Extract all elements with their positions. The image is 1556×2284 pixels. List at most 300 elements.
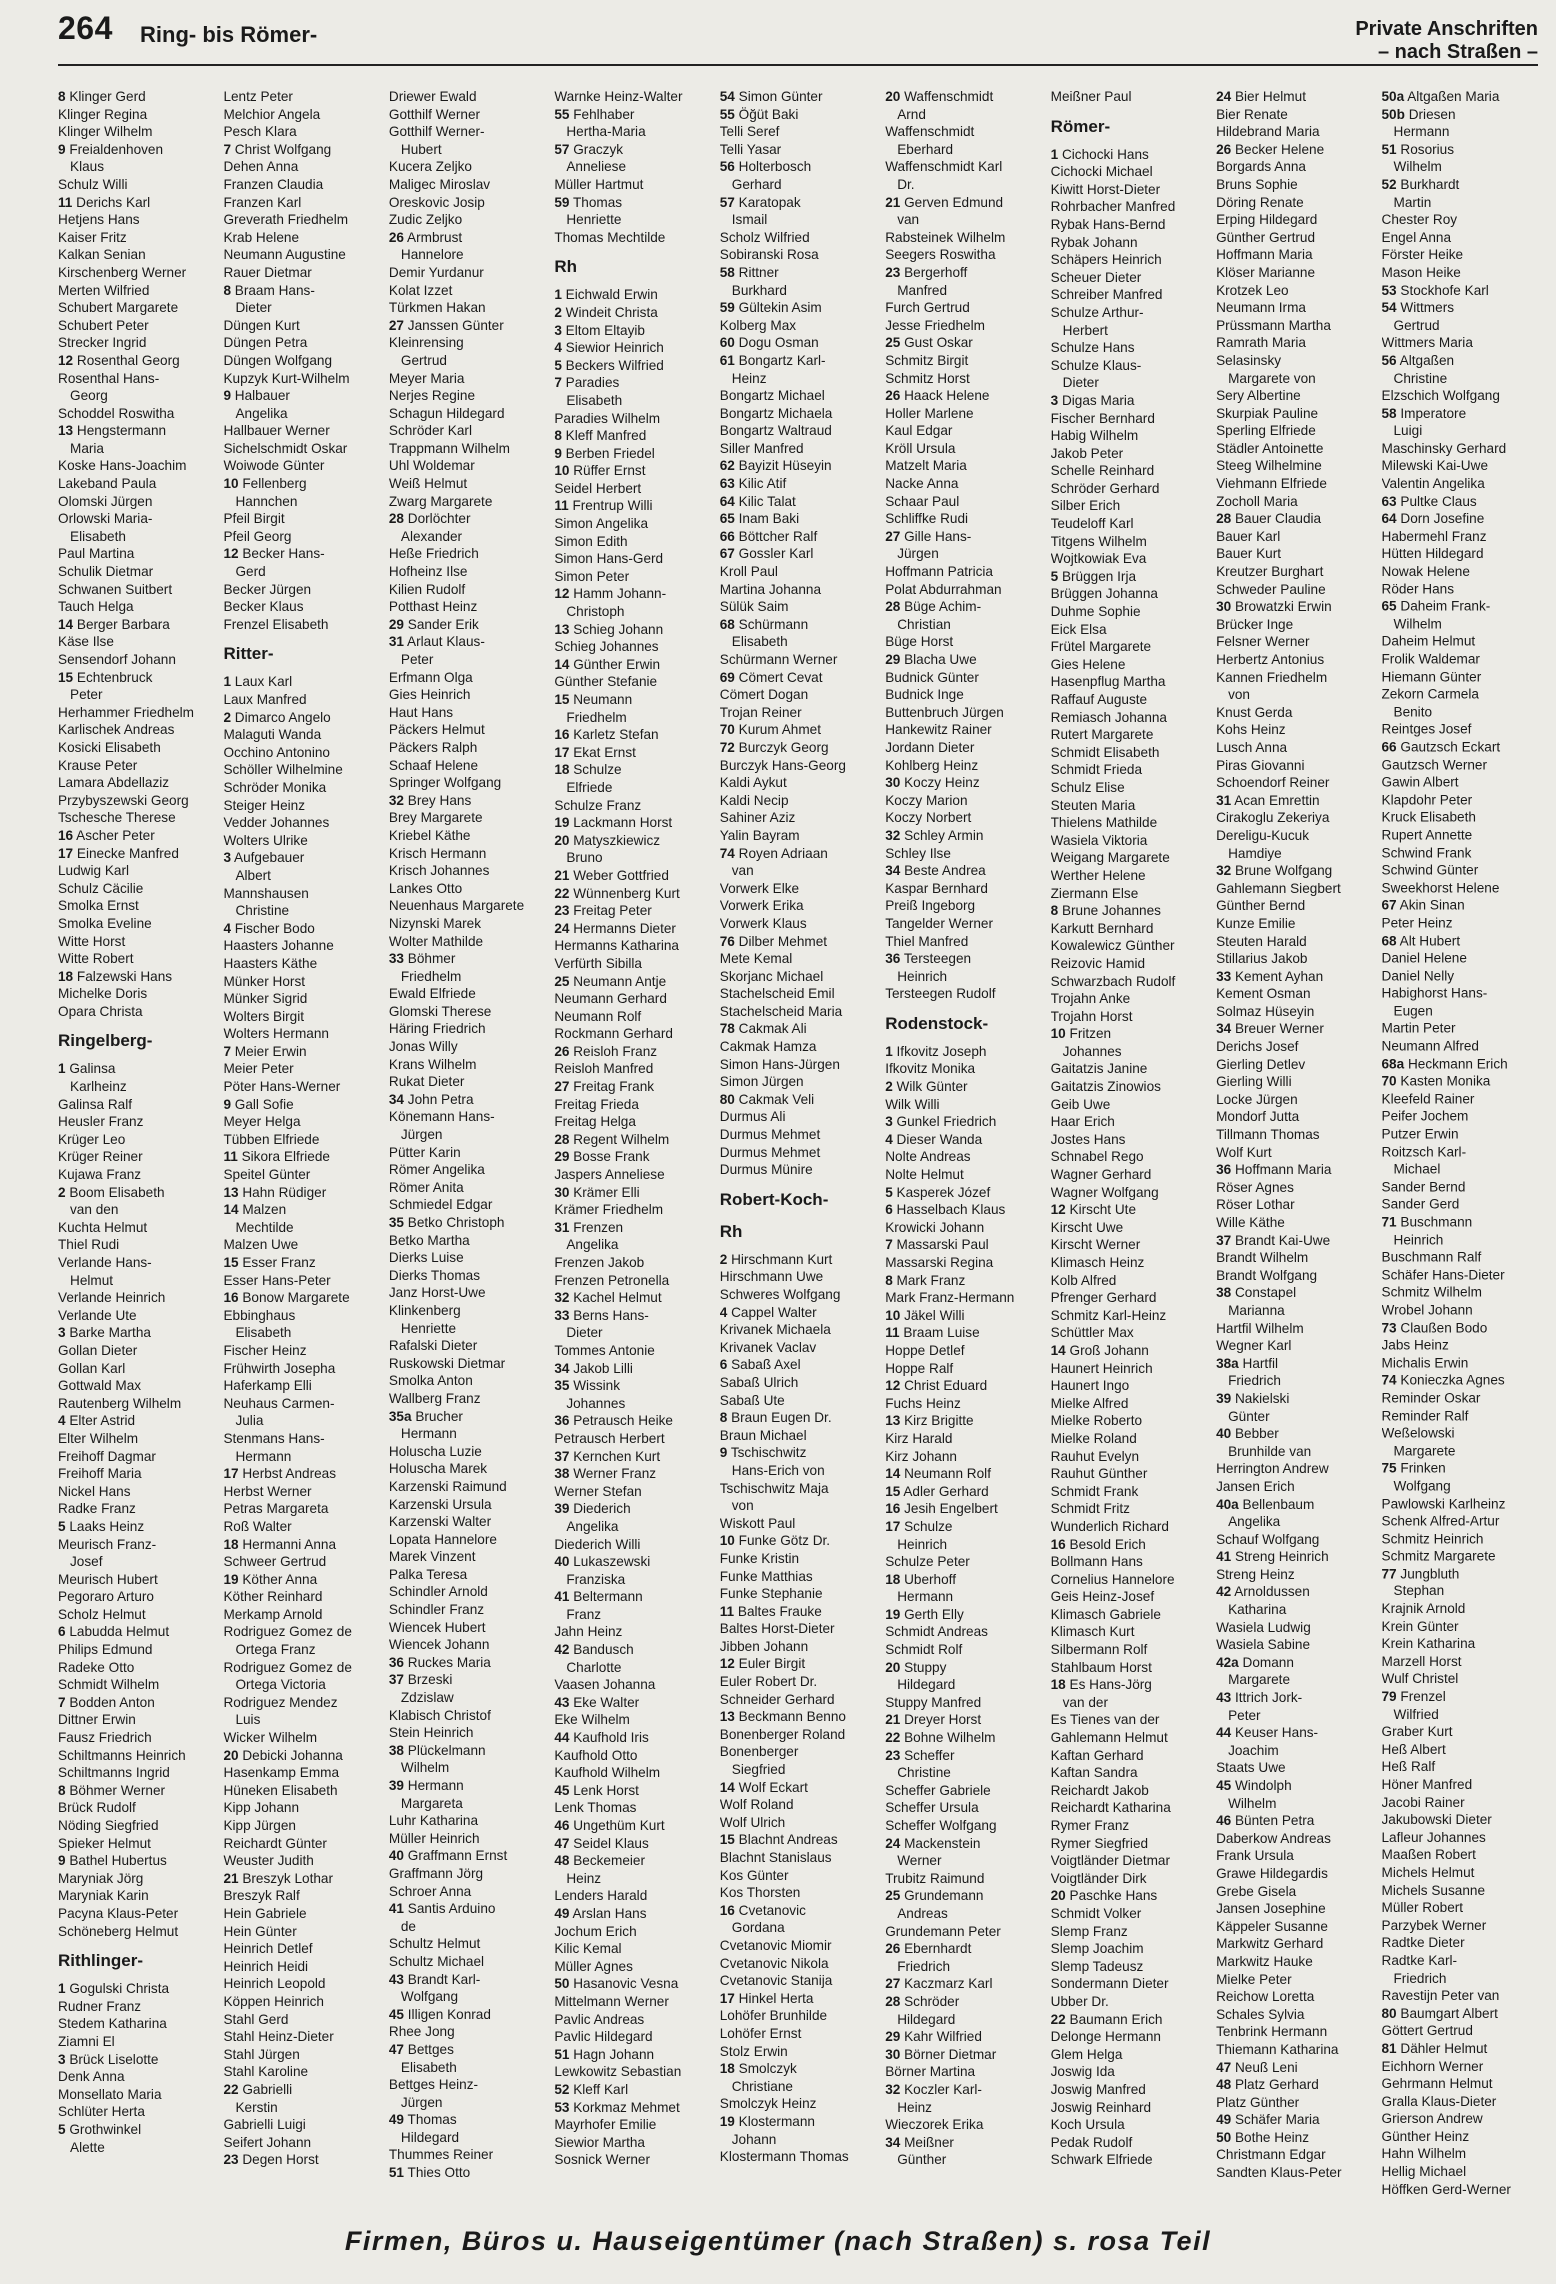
directory-entry [1382, 106, 1538, 124]
directory-entry: Baltes Horst-Dieter [719, 1621, 835, 1637]
directory-entry: Zekorn Carmela [1381, 686, 1479, 702]
house-number: 9 [223, 1096, 231, 1112]
directory-entry: Fischer Heinz [223, 1342, 307, 1358]
directory-entry: Wolf Roland [719, 1797, 794, 1813]
directory-entry: Glomski Therese [388, 1003, 492, 1019]
directory-entry: Hütten Hildegard [1381, 546, 1484, 562]
directory-entry: Kunze Emilie [1216, 915, 1296, 931]
house-number: 56 [719, 159, 735, 175]
directory-entry: Hoffmann Patricia [885, 564, 993, 580]
house-number: 34 [388, 1091, 404, 1107]
directory-entry: Radeke Otto [58, 1659, 135, 1675]
directory-entry: Krab Helene [223, 229, 300, 245]
directory-entry: Erping Hildegard [1216, 212, 1318, 228]
directory-entry: Wille Käthe [1216, 1215, 1285, 1230]
resident-name: Neumann Rolf [900, 1466, 991, 1482]
directory-entry [720, 1603, 876, 1621]
house-number: 52 [554, 2081, 570, 2097]
house-number: 55 [719, 106, 735, 122]
resident-name: Gerth Elly [900, 1606, 964, 1622]
resident-name: Armbrust [404, 229, 463, 245]
directory-entry: Slemp Tadeusz [1050, 1958, 1144, 1974]
directory-entry: Buschmann Ralf [1381, 1249, 1482, 1265]
directory-entry [1216, 598, 1372, 616]
directory-entry: Karzenski Walter [388, 1514, 492, 1530]
house-number: 46 [554, 1818, 570, 1833]
directory-entry: Krisch Hermann [388, 845, 487, 861]
directory-entry: Occhino Antonino [223, 744, 330, 760]
directory-entry: Brüggen Johanna [1050, 586, 1158, 602]
entry-continuation: Margarete von [1228, 370, 1316, 386]
directory-entry: Rautenberg Wilhelm [58, 1395, 182, 1411]
directory-entry: Haasters Johanne [223, 938, 334, 954]
directory-entry: Koczy Marion [885, 792, 968, 808]
resident-name: Becker Hans- [238, 546, 325, 562]
directory-entry: Kosicki Elisabeth [58, 739, 161, 755]
entry-continuation: Elisabeth [235, 1325, 292, 1341]
entry-continuation: Franz [566, 1606, 602, 1622]
house-number: 72 [719, 739, 735, 755]
directory-entry: Hahn Wilhelm [1381, 2146, 1467, 2162]
directory-entry [554, 1219, 710, 1237]
directory-entry: Simon Edith [554, 533, 628, 549]
entry-continuation: Eberhard [897, 141, 954, 157]
entry-continuation: Alette [70, 2139, 105, 2155]
house-number: 68 [719, 616, 735, 632]
directory-entry: Rodriguez Gomez de [223, 1624, 352, 1640]
directory-entry: Waffenschmidt [885, 124, 975, 140]
resident-name: Es Hans-Jörg [1065, 1677, 1152, 1693]
directory-entry [1382, 176, 1538, 194]
resident-name: Christ Eduard [900, 1378, 988, 1394]
directory-entry: Köther Reinhard [223, 1589, 323, 1605]
directory-entry: Karzenski Raimund [388, 1478, 507, 1494]
resident-name: Bergerhoff [900, 264, 968, 280]
directory-entry: Mayrhofer Emilie [554, 2117, 657, 2133]
directory-entry: Krivanek Vaclav [719, 1339, 817, 1355]
resident-name: Regent Wilhelm [569, 1131, 670, 1147]
house-number: 39 [554, 1501, 570, 1517]
directory-entry: Sülük Saim [719, 599, 789, 615]
directory-entry: Gaitatzis Janine [1050, 1061, 1148, 1077]
house-number: 28 [388, 511, 404, 527]
directory-entry [554, 1465, 710, 1483]
directory-entry: Polat Abdurrahman [885, 581, 1002, 597]
house-number: 3 [58, 1325, 66, 1341]
directory-entry: Reichardt Günter [223, 1835, 327, 1851]
resident-name: Cakmak Veli [734, 1091, 815, 1107]
directory-entry: Fuchs Heinz [885, 1395, 961, 1411]
directory-entry: Seifert Johann [223, 2134, 312, 2150]
house-number: 6 [58, 1624, 66, 1640]
house-number: 70 [1381, 1073, 1397, 1089]
directory-entry: Trojahn Anke [1050, 991, 1131, 1007]
directory-entry: Peifer Jochem [1381, 1108, 1469, 1124]
directory-entry: Trojahn Horst [1050, 1008, 1133, 1024]
directory-entry: Pfrenger Gerhard [1050, 1290, 1157, 1306]
house-number: 48 [554, 1853, 570, 1869]
house-number: 52 [1381, 176, 1397, 192]
directory-entry: Ludwig Karl [58, 863, 130, 879]
directory-entry: Jochum Erich [554, 1923, 637, 1939]
directory-entry: Schauf Wolfgang [1216, 1531, 1320, 1547]
directory-entry: Wittmers Maria [1381, 335, 1473, 351]
directory-entry: Rafalski Dieter [388, 1338, 478, 1354]
resident-name: Konieczka Agnes [1396, 1372, 1505, 1388]
directory-entry: Schulze Hans [1050, 340, 1135, 356]
directory-entry: Schroer Anna [388, 1883, 472, 1899]
resident-name: Börner Dietmar [900, 2046, 997, 2062]
entry-continuation: Wilhelm [1393, 159, 1442, 175]
directory-entry [885, 1078, 1041, 1096]
directory-entry: Schulze Arthur- [1050, 304, 1144, 320]
directory-entry: Schmitz Karl-Heinz [1050, 1307, 1167, 1323]
resident-name: Inam Baki [734, 511, 800, 527]
resident-name: Brune Johannes [1058, 903, 1161, 919]
directory-entry: Mason Heike [1381, 264, 1461, 280]
house-number: 7 [554, 375, 562, 391]
directory-entry: Simon Hans-Jürgen [719, 1056, 840, 1072]
directory-entry: Malaguti Wanda [223, 727, 322, 743]
directory-entry: Günther Bernd [1216, 898, 1306, 914]
section-title-line2: – nach Straßen – [1377, 41, 1538, 63]
house-number: 15 [223, 1255, 239, 1270]
directory-entry [1216, 1496, 1372, 1514]
directory-entry: Trojan Reiner [719, 704, 802, 720]
resident-name: Massarski Paul [892, 1237, 989, 1253]
directory-entry: Weigang Margarete [1050, 850, 1170, 866]
street-heading: Ritter- [223, 644, 274, 664]
entry-continuation: Heinrich [897, 968, 948, 984]
directory-entry: Haferkamp Elli [223, 1378, 312, 1394]
resident-name: Brune Wolfgang [1231, 863, 1333, 879]
column-9 [1382, 88, 1538, 2197]
directory-entry: Frütel Margarete [1050, 639, 1152, 655]
resident-name: Neuß Leni [1231, 2059, 1298, 2075]
directory-entry: Kohlberg Heinz [885, 757, 979, 773]
resident-name: Herbst Andreas [238, 1466, 337, 1482]
directory-entry: Nolte Helmut [885, 1167, 964, 1183]
entry-continuation: Ortega Victoria [235, 1677, 326, 1693]
directory-entry [554, 832, 710, 850]
resident-name: Bosse Frank [569, 1149, 650, 1165]
directory-entry: Kirz Johann [885, 1448, 957, 1464]
house-number: 50 [1216, 2129, 1232, 2145]
directory-entry: Smolka Ernst [58, 898, 139, 914]
directory-entry [554, 1289, 710, 1307]
house-number: 26 [554, 1043, 570, 1059]
directory-entry: Klostermann Thomas [719, 2149, 849, 2165]
directory-entry: Bongartz Michael [719, 388, 825, 404]
house-number: 59 [719, 300, 735, 316]
directory-entry: Nolte Andreas [885, 1149, 971, 1165]
directory-entry: Wunderlich Richard [1050, 1518, 1169, 1534]
directory-entry: Kolberg Max [719, 317, 797, 333]
entry-continuation: Gerd [235, 564, 266, 580]
directory-entry [58, 141, 214, 159]
directory-entry: Elzschich Wolfgang [1381, 387, 1500, 403]
street-heading: Rithlinger- [58, 1951, 143, 1971]
resident-name: Fellenberg [238, 476, 307, 492]
house-number: 53 [554, 2099, 570, 2115]
directory-entry: Lamara Abdellaziz [58, 775, 170, 791]
directory-entry [554, 2099, 710, 2117]
directory-entry: Schürmann Werner [719, 652, 838, 667]
resident-name: Frinken [1396, 1460, 1446, 1476]
directory-entry: Slemp Franz [1050, 1923, 1128, 1939]
resident-name: Wolf Eckart [734, 1779, 808, 1795]
directory-entry [554, 1377, 710, 1395]
house-number: 35a [388, 1408, 412, 1424]
directory-entry: Schmitz Heinrich [1381, 1530, 1484, 1546]
house-number: 43 [1216, 1690, 1232, 1706]
house-number: 57 [719, 194, 735, 210]
directory-entry: Pütter Karin [388, 1144, 461, 1160]
house-number: 18 [223, 1536, 239, 1552]
directory-entry: Mondorf Jutta [1216, 1109, 1300, 1125]
entry-continuation: Dr. [897, 176, 915, 192]
directory-entry: Kowalewicz Günther [1050, 938, 1175, 954]
directory-entry [1216, 1777, 1372, 1795]
directory-entry [1051, 146, 1207, 164]
directory-entry: Reichardt Katharina [1050, 1800, 1171, 1816]
directory-entry: Kaldi Necip [719, 792, 789, 808]
directory-entry [1382, 739, 1538, 757]
house-number: 75 [1381, 1460, 1397, 1476]
directory-entry: Pedak Rudolf [1050, 2134, 1133, 2150]
entry-continuation: Peter [70, 687, 103, 703]
directory-entry [1216, 1284, 1372, 1302]
house-number: 2 [223, 709, 231, 725]
resident-name: Rüffer Ernst [569, 463, 646, 479]
directory-entry: Waffenschmidt Karl [885, 159, 1003, 175]
house-number: 30 [554, 1184, 570, 1200]
directory-entry [554, 1975, 710, 1993]
directory-entry [223, 1148, 379, 1166]
directory-entry: Kirschenberg Werner [58, 264, 187, 280]
directory-entry: Bollmann Hans [1050, 1554, 1143, 1570]
house-number: 11 [223, 1149, 238, 1165]
directory-entry [223, 1043, 379, 1061]
resident-name: Echtenbruck [73, 669, 153, 685]
directory-entry: Matzelt Maria [885, 458, 967, 474]
directory-entry [885, 528, 1041, 546]
directory-entry: Mannshausen [223, 885, 309, 901]
resident-name: Petrausch Heike [569, 1413, 673, 1429]
house-number: 17 [885, 1518, 901, 1534]
entry-continuation: Henriette [566, 212, 622, 228]
directory-entry [58, 1412, 214, 1430]
house-number: 31 [388, 634, 404, 650]
directory-entry: Lohöfer Ernst [719, 2025, 802, 2041]
directory-entry: Radtke Karl- [1381, 1953, 1458, 1968]
resident-name: Dreyer Horst [900, 1712, 982, 1728]
house-number: 14 [885, 1466, 901, 1482]
directory-entry: Mittelmann Werner [554, 1993, 669, 2009]
directory-entry [389, 1971, 545, 1989]
directory-entry: Milewski Kai-Uwe [1381, 458, 1488, 474]
directory-entry: Seidel Herbert [554, 480, 642, 496]
directory-entry: Steuten Harald [1216, 933, 1307, 949]
directory-entry: Dehen Anna [223, 159, 299, 175]
directory-entry: Wieczorek Erika [885, 2117, 984, 2133]
house-number: 39 [1216, 1390, 1232, 1406]
house-number: 9 [58, 1853, 66, 1869]
resident-name: Gautzsch Eckart [1396, 739, 1501, 755]
directory-entry [720, 264, 876, 282]
directory-entry: Maschinsky Gerhard [1381, 440, 1507, 456]
directory-entry: Bongartz Waltraud [719, 423, 832, 439]
house-number: 33 [554, 1307, 570, 1323]
directory-entry [720, 739, 876, 757]
resident-name: Karletz Stefan [569, 727, 659, 743]
resident-name: Kurum Ahmet [734, 722, 822, 738]
directory-entry [885, 2134, 1041, 2152]
directory-entry: Sahiner Aziz [719, 810, 796, 826]
directory-entry: Brey Margarete [388, 810, 483, 826]
directory-entry [1216, 1689, 1372, 1707]
directory-entry [1382, 281, 1538, 299]
directory-entry [554, 1043, 710, 1061]
directory-entry: Rockmann Gerhard [554, 1026, 673, 1042]
entry-continuation: Johannes [1062, 1043, 1122, 1059]
directory-entry: Stahl Karoline [223, 2064, 309, 2080]
directory-entry: Hallbauer Werner [223, 423, 330, 439]
directory-entry: Holler Marlene [885, 405, 974, 421]
directory-entry: Trappmann Wilhelm [388, 440, 510, 456]
directory-entry: Döring Renate [1216, 194, 1304, 210]
directory-entry: Frühwirth Josepha [223, 1360, 336, 1376]
directory-entry [58, 669, 214, 687]
house-number: 58 [719, 264, 735, 280]
resident-name: Neumann Antje [569, 973, 667, 989]
house-number: 59 [554, 194, 570, 210]
resident-name: Bayizit Hüseyin [734, 458, 832, 474]
directory-entry [720, 528, 876, 546]
directory-entry: Steuten Maria [1050, 797, 1136, 813]
directory-entry: Schiltmanns Heinrich [58, 1747, 186, 1763]
page-number: 264 [58, 10, 113, 46]
entry-continuation: Hans-Erich von [731, 1462, 825, 1478]
resident-name: Mark Franz [892, 1272, 966, 1288]
house-number: 5 [58, 2121, 66, 2137]
directory-entry: Knust Gerda [1216, 704, 1293, 720]
directory-entry: Jacobi Rainer [1381, 1794, 1465, 1810]
resident-name: Barke Martha [65, 1325, 151, 1341]
resident-name: Waffenschmidt [900, 89, 994, 104]
resident-name: Keuser Hans- [1231, 1725, 1319, 1741]
directory-entry: Gawin Albert [1381, 774, 1459, 790]
resident-name: Christ Wolfgang [231, 141, 332, 157]
directory-entry: Mete Kemal [719, 951, 793, 967]
directory-entry [223, 545, 379, 563]
directory-entry: Häring Friedrich [388, 1021, 486, 1037]
directory-entry: Grierson Andrew [1381, 2111, 1483, 2127]
resident-name: Gogulski Christa [65, 1981, 170, 1997]
directory-entry [1216, 1355, 1372, 1373]
directory-entry [1216, 1583, 1372, 1601]
entry-continuation: Dieter [566, 1325, 603, 1341]
resident-name: Einecke Manfred [73, 845, 179, 861]
directory-entry: Lenders Harald [554, 1888, 648, 1904]
house-number: 12 [885, 1378, 901, 1394]
directory-entry: Kucera Zeljko [388, 159, 472, 175]
resident-name: Freialdenhoven [65, 141, 164, 157]
resident-name: Browatzki Erwin [1231, 599, 1332, 615]
directory-entry [720, 88, 876, 106]
column-6 [885, 88, 1041, 2198]
entry-continuation: Günter [1228, 1408, 1270, 1424]
house-number: 8 [58, 89, 66, 104]
directory-entry: Tübben Elfriede [223, 1131, 320, 1147]
directory-entry: Krowicki Johann [885, 1219, 985, 1235]
house-number: 26 [885, 1941, 901, 1957]
directory-entry: Kement Osman [1216, 986, 1311, 1002]
directory-entry: Grundemann Peter [885, 1923, 1001, 1939]
directory-entry: Karzenski Ursula [388, 1496, 492, 1512]
directory-entry: Scholz Wilfried [719, 229, 810, 245]
directory-entry: Sichelschmidt Oskar [223, 440, 348, 456]
directory-entry [1216, 2059, 1372, 2077]
directory-entry: Schoddel Roswitha [58, 405, 175, 421]
house-number: 4 [58, 1413, 66, 1429]
directory-entry: Hildebrand Maria [1216, 124, 1320, 140]
house-number: 51 [388, 2165, 404, 2181]
directory-entry: Pavlic Hildegard [554, 2029, 653, 2045]
directory-entry [1216, 1654, 1372, 1672]
resident-name: Bothe Heinz [1231, 2129, 1310, 2145]
house-number: 49 [388, 2112, 404, 2128]
resident-name: Frenzen [569, 1219, 624, 1235]
directory-entry [554, 445, 710, 463]
column-3 [389, 88, 545, 2198]
directory-entry: Laux Manfred [223, 692, 307, 707]
directory-entry [389, 1654, 545, 1672]
directory-entry [554, 585, 710, 603]
house-number: 38 [388, 1742, 404, 1758]
resident-name: Berger Barbara [73, 616, 170, 632]
resident-name: Böhmer [404, 951, 456, 967]
resident-name: Berns Hans- [569, 1307, 649, 1323]
entry-continuation: Hamdiye [1228, 845, 1282, 861]
directory-entry: Tersteegen Rudolf [885, 986, 996, 1002]
resident-name: Bauer Claudia [1231, 511, 1322, 527]
house-number: 20 [885, 89, 901, 104]
directory-entry: Hasenpflug Martha [1050, 674, 1166, 690]
entry-continuation: Ortega Franz [235, 1642, 316, 1658]
directory-entry: Kaftan Gerhard [1050, 1747, 1144, 1763]
directory-entry: Cakmak Hamza [719, 1039, 817, 1055]
house-number: 1 [223, 674, 231, 690]
directory-entry [885, 651, 1041, 669]
house-number: 34 [554, 1360, 570, 1376]
resident-name: Reisloh Franz [569, 1043, 658, 1059]
directory-entry: Hermanns Katharina [554, 938, 679, 954]
directory-entry: Kiwitt Horst-Dieter [1050, 181, 1161, 197]
resident-name: Falzewski Hans [73, 968, 173, 984]
directory-entry: Thiel Rudi [58, 1237, 120, 1253]
directory-entry [389, 633, 545, 651]
entry-continuation: Dieter [235, 300, 272, 316]
resident-name: Bünten Petra [1231, 1813, 1315, 1829]
entry-continuation: Wolfgang [400, 1989, 459, 2005]
directory-entry: Thiel Manfred [885, 933, 969, 949]
house-number: 2 [885, 1079, 893, 1095]
directory-entry: Thielens Mathilde [1050, 815, 1158, 831]
house-number: 43 [554, 1694, 570, 1710]
directory-entry: Locke Jürgen [1216, 1091, 1298, 1107]
resident-name: Wittmers [1396, 300, 1455, 316]
